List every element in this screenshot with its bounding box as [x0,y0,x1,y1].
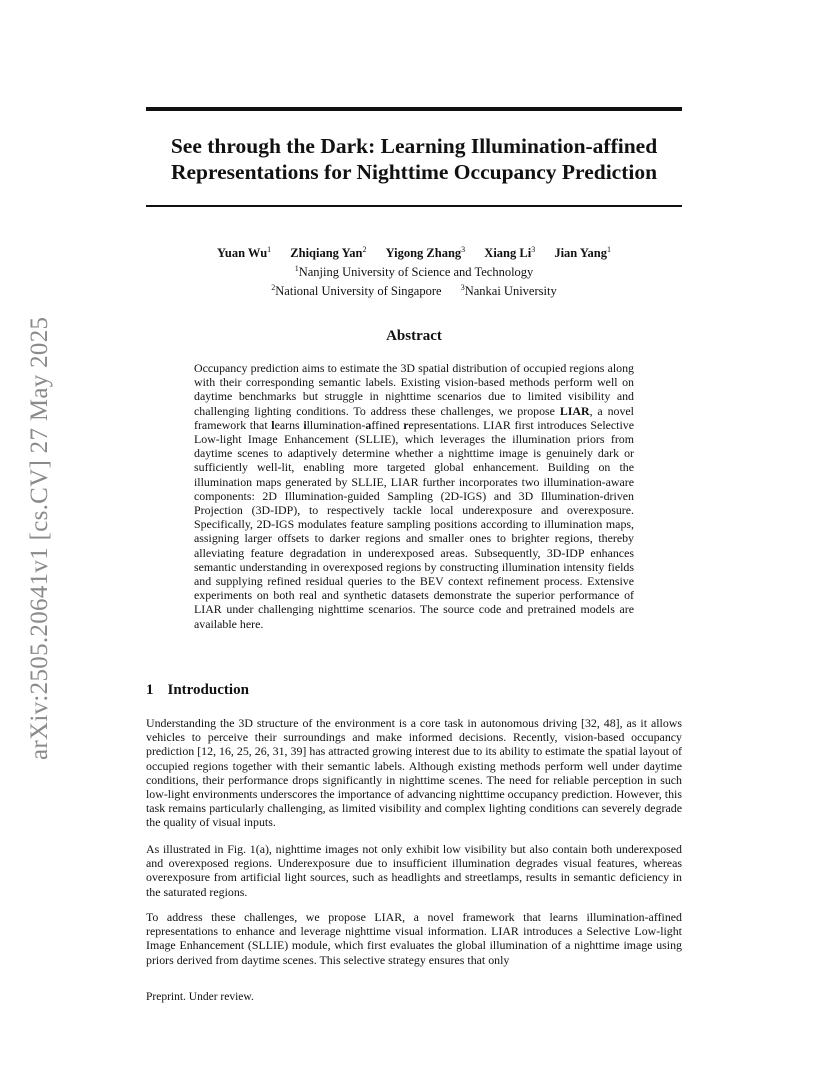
affiliation-line-2: $^2$National University of Singapore $^3$Nankai University [271,283,557,299]
abstract-heading: Abstract [386,328,442,344]
section-heading: 1 Introduction [146,682,249,698]
paragraph: Understanding the 3D structure of the environment is a core task in autonomous driving [32, 48], as it allows vehicles to perceive their surroundings and make informed decisions. Recently, vision-based occupancy prediction [12, 16, 25, 26, 31, 39] has attracted growing interest due to its ability to estimate the spatial layout of occupied regions together with their semantic labels. Although existing methods perform well under daytime conditions, their performance drops significantly in nighttime scenes. The need for reliable perception in such low-light environments underscores the importance of advancing nighttime occupancy prediction. However, this task remains particularly challenging, as limited visibility and complex lighting conditions can severely degrade the quality of visual inputs. [146,716,682,830]
author-name: Xiang Li$^3$ [484,245,536,261]
title-line-1: See through the Dark: Learning Illumination-affined [170,134,658,158]
footer-note: Preprint. Under review. [146,991,254,1003]
title-top-rule [146,107,682,111]
author-name: Yuan Wu$^1$ [216,245,272,261]
author-name: Jian Yang$^1$ [554,245,611,261]
title-bottom-rule [146,205,682,207]
author-names [146,242,682,261]
title-line-2: Representations for Nighttime Occupancy Prediction [170,160,658,184]
paper-title [146,133,682,185]
author-name: Zhiqiang Yan$^2$ [290,245,367,261]
abstract-text: Occupancy prediction aims to estimate the 3D spatial distribution of occupied regions along with their corresponding semantic labels. Existing vision-based methods perform well on daytime benchmarks but struggle in nighttime scenarios due to limited visibility and challenging lighting conditions. To address these challenges, we propose LIAR, a novel framework that learns illumination-affined representations. LIAR first introduces Selective Low-light Image Enhancement (SLLIE), which leverages the illumination priors from daytime scenes to adaptively determine whether a nighttime image is genuinely dark or sufficiently well-lit, enabling more targeted global enhancement. Building on the illumination maps generated by SLLIE, LIAR further incorporates two illumination-aware components: 2D Illumination-guided Sampling (2D-IGS) and 3D Illumination-driven Projection (3D-IDP), to respectively tackle local underexposure and overexposure. Specifically, 2D-IGS modulates feature sampling positions according to illumination maps, assigning larger offsets to darker regions and smaller ones to brighter regions, thereby alleviating feature degradation in underexposed areas. Subsequently, 3D-IDP enhances semantic understanding in overexposed regions by constructing illumination intensity fields and supplying refined residual queries to the BEV context refinement process. Extensive experiments on both real and synthetic datasets demonstrate the superior performance of LIAR under challenging nighttime scenarios. The source code and pretrained models are available here. [194,361,635,631]
paragraph: To address these challenges, we propose LIAR, a novel framework that learns illumination-affined representations to enhance and leverage nighttime visual information. LIAR introduces a Selective Low-light Image Enhancement (SLLIE) module, which first evaluates the global illumination of a nighttime image using priors derived from daytime scenes. This selective strategy ensures that only [146,910,682,967]
author-block [146,242,682,299]
paragraph: As illustrated in Fig. 1(a), nighttime images not only exhibit low visibility but also contain both underexposed and overexposed regions. Underexposure due to insufficient illumination degrades visual features, whereas overexposure from artificial light sources, such as headlights and streetlamps, results in semantic deficiency in the saturated regions. [146,842,682,899]
affiliation-line-1: $^1$Nanjing University of Science and Technology [294,264,534,280]
arxiv-identifier: arXiv:2505.20641v1 [cs.CV] 27 May 2025 [26,316,53,760]
author-name: Yigong Zhang$^3$ [385,245,466,261]
